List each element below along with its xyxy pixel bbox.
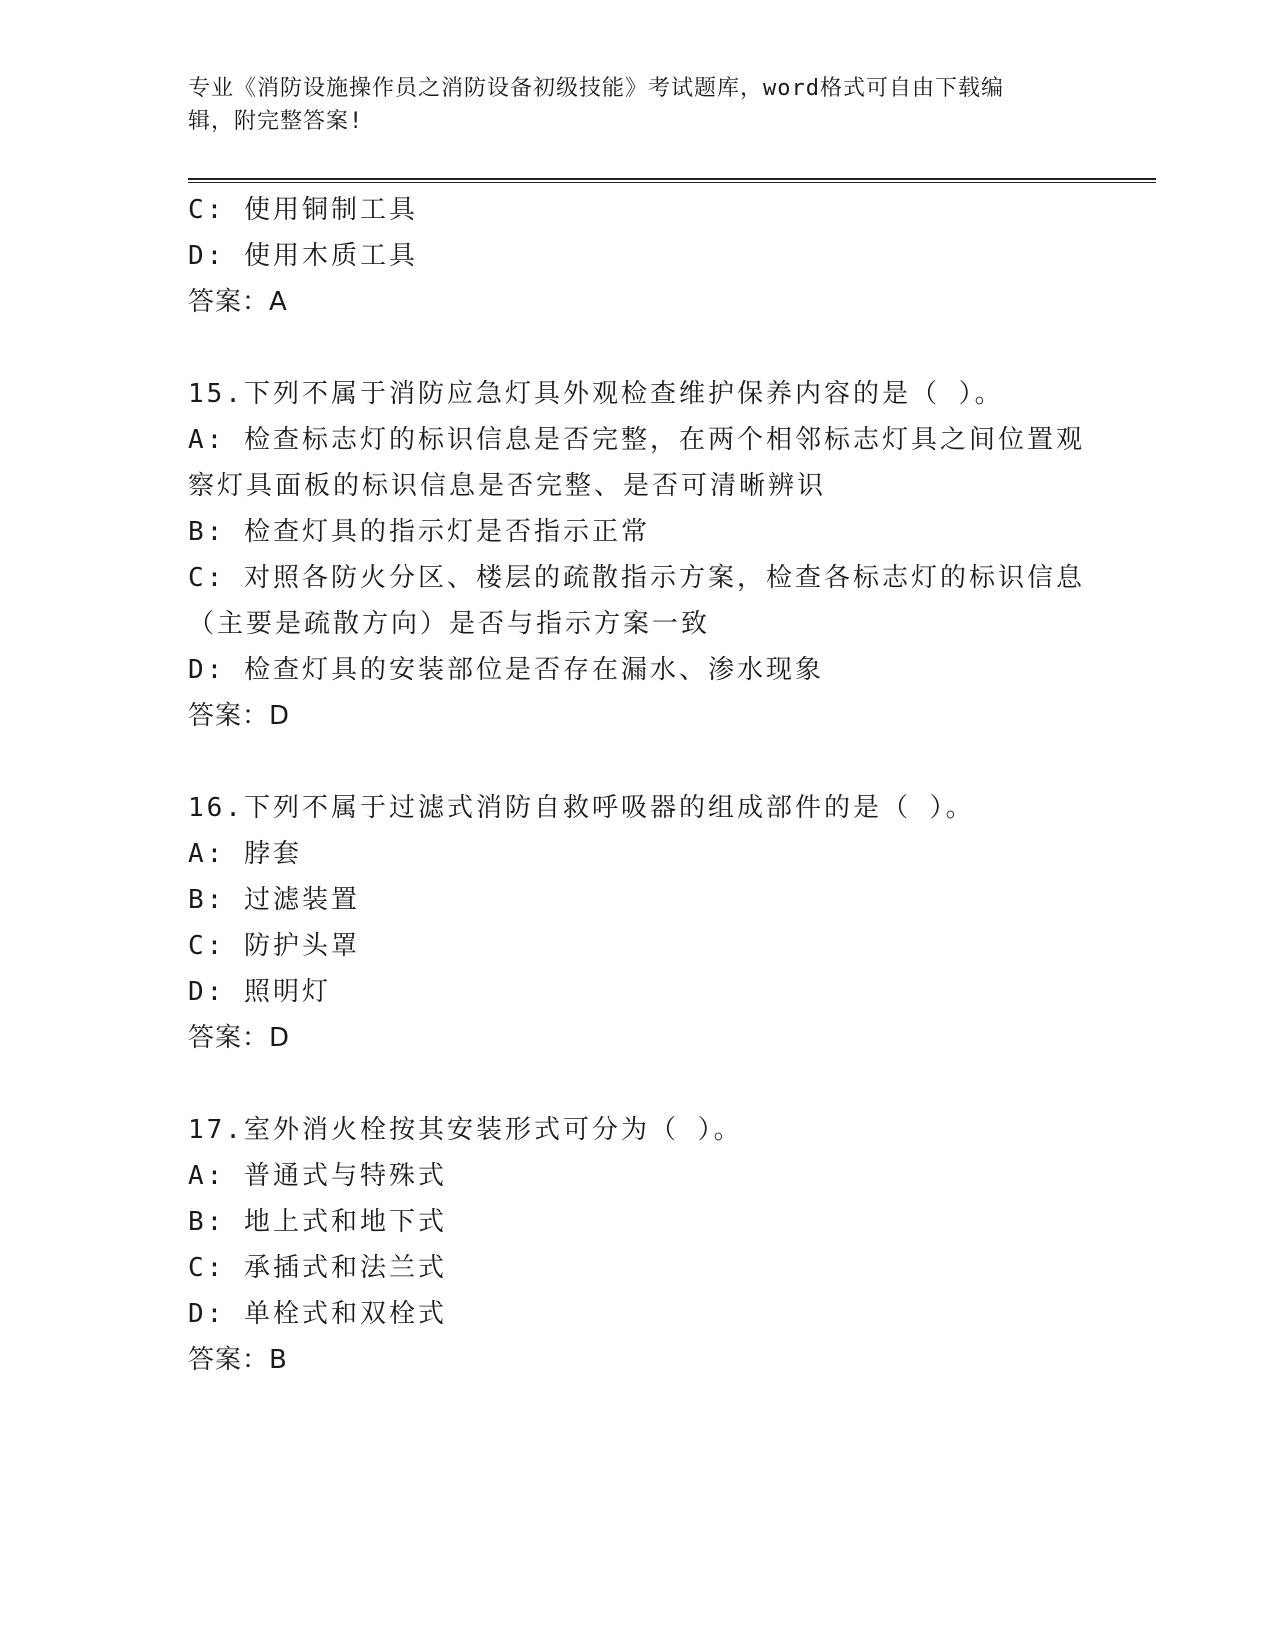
spacer xyxy=(188,1061,1088,1107)
question-16-option-c: C: 防护头罩 xyxy=(188,931,360,961)
question-15-option-c-line-1: C: 对照各防火分区、楼层的疏散指示方案，检查各标志灯的标识信息 xyxy=(188,563,1085,593)
question-17-option-a: A: 普通式与特殊式 xyxy=(188,1161,447,1191)
question-17 xyxy=(188,1107,1088,1383)
question-14-option-d: D: 使用木质工具 xyxy=(188,241,418,271)
question-list xyxy=(188,187,1088,1383)
document-header xyxy=(188,72,1088,138)
question-17-stem: 17.室外消火栓按其安装形式可分为（ ）。 xyxy=(188,1115,743,1145)
question-15-option-d: D: 检查灯具的安装部位是否存在漏水、渗水现象 xyxy=(188,655,824,685)
question-14-continuation xyxy=(188,187,1088,325)
spacer xyxy=(188,739,1088,785)
question-17-option-d: D: 单栓式和双栓式 xyxy=(188,1299,447,1329)
question-17-option-b: B: 地上式和地下式 xyxy=(188,1207,447,1237)
spacer xyxy=(188,325,1088,371)
question-15 xyxy=(188,371,1088,739)
question-15-option-a-line-2: 察灯具面板的标识信息是否完整、是否可清晰辨识 xyxy=(188,471,827,501)
question-15-option-b: B: 检查灯具的指示灯是否指示正常 xyxy=(188,517,650,547)
question-14-answer: 答案：A xyxy=(188,287,288,317)
question-16-answer: 答案：D xyxy=(188,1023,291,1053)
header-line-1: 专业《消防设施操作员之消防设备初级技能》考试题库，word格式可自由下载编 xyxy=(188,76,1004,101)
question-15-stem: 15.下列不属于消防应急灯具外观检查维护保养内容的是（ ）。 xyxy=(188,379,1004,409)
question-15-option-a-line-1: A: 检查标志灯的标识信息是否完整，在两个相邻标志灯具之间位置观 xyxy=(188,425,1085,455)
header-line-2: 辑，附完整答案! xyxy=(188,109,364,134)
question-17-answer: 答案：B xyxy=(188,1345,288,1375)
question-15-answer: 答案：D xyxy=(188,701,291,731)
question-16-option-b: B: 过滤装置 xyxy=(188,885,360,915)
question-16 xyxy=(188,785,1088,1061)
question-16-stem: 16.下列不属于过滤式消防自救呼吸器的组成部件的是（ ）。 xyxy=(188,793,975,823)
header-divider xyxy=(188,178,1156,183)
question-16-option-a: A: 脖套 xyxy=(188,839,302,869)
question-16-option-d: D: 照明灯 xyxy=(188,977,331,1007)
question-15-option-c-line-2: （主要是疏散方向）是否与指示方案一致 xyxy=(188,609,711,639)
question-17-option-c: C: 承插式和法兰式 xyxy=(188,1253,447,1283)
question-14-option-c: C: 使用铜制工具 xyxy=(188,195,418,225)
